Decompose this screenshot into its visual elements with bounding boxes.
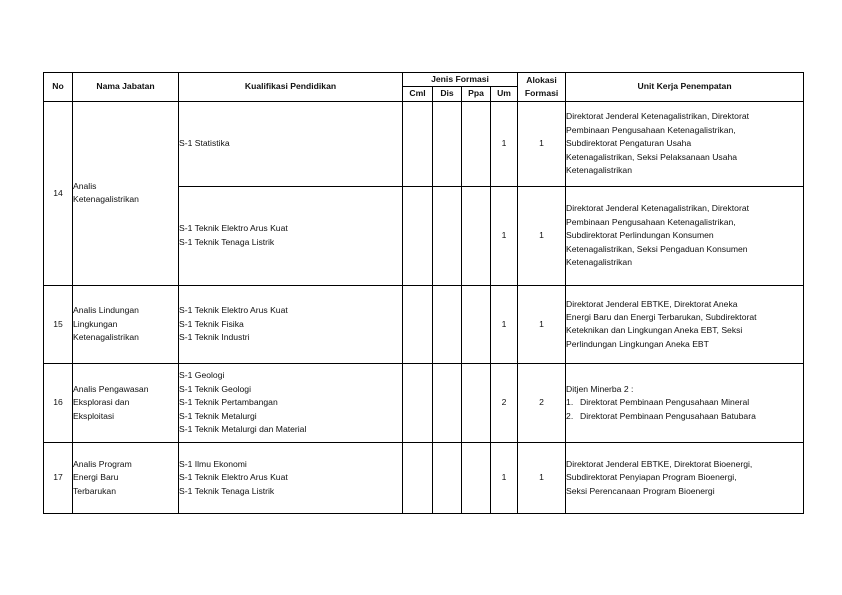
list-item: 2. Direktorat Pembinaan Pengusahaan Batubara: [566, 410, 756, 421]
row-kualifikasi: S-1 Teknik Elektro Arus Kuat S-1 Teknik Fisika S-1 Teknik Industri: [179, 285, 403, 363]
row-unit-kerja: Direktorat Jenderal EBTKE, Direktorat Aneka Energi Baru dan Energi Terbarukan, Subdirektorat Keteknikan dan Lingkungan Aneka EBT, Seksi Perlindungan Lingkungan Aneka EBT: [566, 285, 804, 363]
cell-alokasi: 1: [518, 101, 566, 186]
row-no: 15: [44, 285, 73, 363]
row-kualifikasi: S-1 Teknik Elektro Arus Kuat S-1 Teknik Tenaga Listrik: [179, 186, 403, 285]
cell-alokasi: 2: [518, 363, 566, 442]
header-nama-jabatan: Nama Jabatan: [73, 73, 179, 102]
header-jenis-formasi: Jenis Formasi: [403, 73, 518, 87]
cell-um: 1: [491, 101, 518, 186]
row-unit-kerja: Ditjen Minerba 2 : 1. Direktorat Pembinaan Pengusahaan Mineral 2. Direktorat Pembinaan Pengusahaan Batubara: [566, 363, 804, 442]
table-row: [44, 363, 804, 442]
row-no: 14: [44, 101, 73, 285]
cell-ppa: [462, 101, 491, 186]
cell-alokasi: 1: [518, 442, 566, 513]
row-no: 16: [44, 363, 73, 442]
cell-cml: [403, 363, 433, 442]
cell-um: 1: [491, 186, 518, 285]
cell-dis: [433, 442, 462, 513]
header-ppa: Ppa: [462, 87, 491, 101]
row-unit-kerja: Direktorat Jenderal Ketenagalistrikan, Direktorat Pembinaan Pengusahaan Ketenagalistrikan, Subdirektorat Perlindungan Konsumen Ketenagalistrikan, Seksi Pengaduan Konsumen Ketenagalistrikan: [566, 186, 804, 285]
cell-ppa: [462, 186, 491, 285]
row-kualifikasi: S-1 Statistika: [179, 101, 403, 186]
header-unit-kerja: Unit Kerja Penempatan: [566, 73, 804, 102]
cell-alokasi: 1: [518, 186, 566, 285]
list-item: 1. Direktorat Pembinaan Pengusahaan Mineral: [566, 397, 750, 408]
header-no: No: [44, 73, 73, 102]
cell-um: 1: [491, 442, 518, 513]
header-kualifikasi: Kualifikasi Pendidikan: [179, 73, 403, 102]
header-alokasi-formasi: Alokasi Formasi: [518, 73, 566, 102]
row-unit-kerja: Direktorat Jenderal Ketenagalistrikan, Direktorat Pembinaan Pengusahaan Ketenagalistrikan, Subdirektorat Pengaturan Usaha Ketenagalistrikan, Seksi Pelaksanaan Usaha Ketenagalistrikan: [566, 101, 804, 186]
cell-dis: [433, 101, 462, 186]
cell-alokasi: 1: [518, 285, 566, 363]
cell-cml: [403, 186, 433, 285]
cell-cml: [403, 101, 433, 186]
row-jabatan: Analis Ketenagalistrikan: [73, 101, 179, 285]
table-row: [44, 101, 804, 186]
row-jabatan: Analis Program Energi Baru Terbarukan: [73, 442, 179, 513]
header-cml: Cml: [403, 87, 433, 101]
row-jabatan: Analis Lindungan Lingkungan Ketenagalistrikan: [73, 285, 179, 363]
cell-dis: [433, 285, 462, 363]
row-jabatan: Analis Pengawasan Eksplorasi dan Eksploitasi: [73, 363, 179, 442]
cell-ppa: [462, 363, 491, 442]
cell-cml: [403, 285, 433, 363]
cell-cml: [403, 442, 433, 513]
row-unit-kerja: Direktorat Jenderal EBTKE, Direktorat Bioenergi, Subdirektorat Penyiapan Program Bioenergi, Seksi Perencanaan Program Bioenergi: [566, 442, 804, 513]
row-no: 17: [44, 442, 73, 513]
header-um: Um: [491, 87, 518, 101]
cell-ppa: [462, 442, 491, 513]
formasi-table: [43, 72, 804, 514]
cell-dis: [433, 186, 462, 285]
cell-um: 1: [491, 285, 518, 363]
cell-um: 2: [491, 363, 518, 442]
row-kualifikasi: S-1 Geologi S-1 Teknik Geologi S-1 Teknik Pertambangan S-1 Teknik Metalurgi S-1 Teknik Metalurgi dan Material: [179, 363, 403, 442]
table-row: [44, 285, 804, 363]
header-dis: Dis: [433, 87, 462, 101]
table-row: [44, 442, 804, 513]
cell-dis: [433, 363, 462, 442]
cell-ppa: [462, 285, 491, 363]
row-kualifikasi: S-1 Ilmu Ekonomi S-1 Teknik Elektro Arus Kuat S-1 Teknik Tenaga Listrik: [179, 442, 403, 513]
